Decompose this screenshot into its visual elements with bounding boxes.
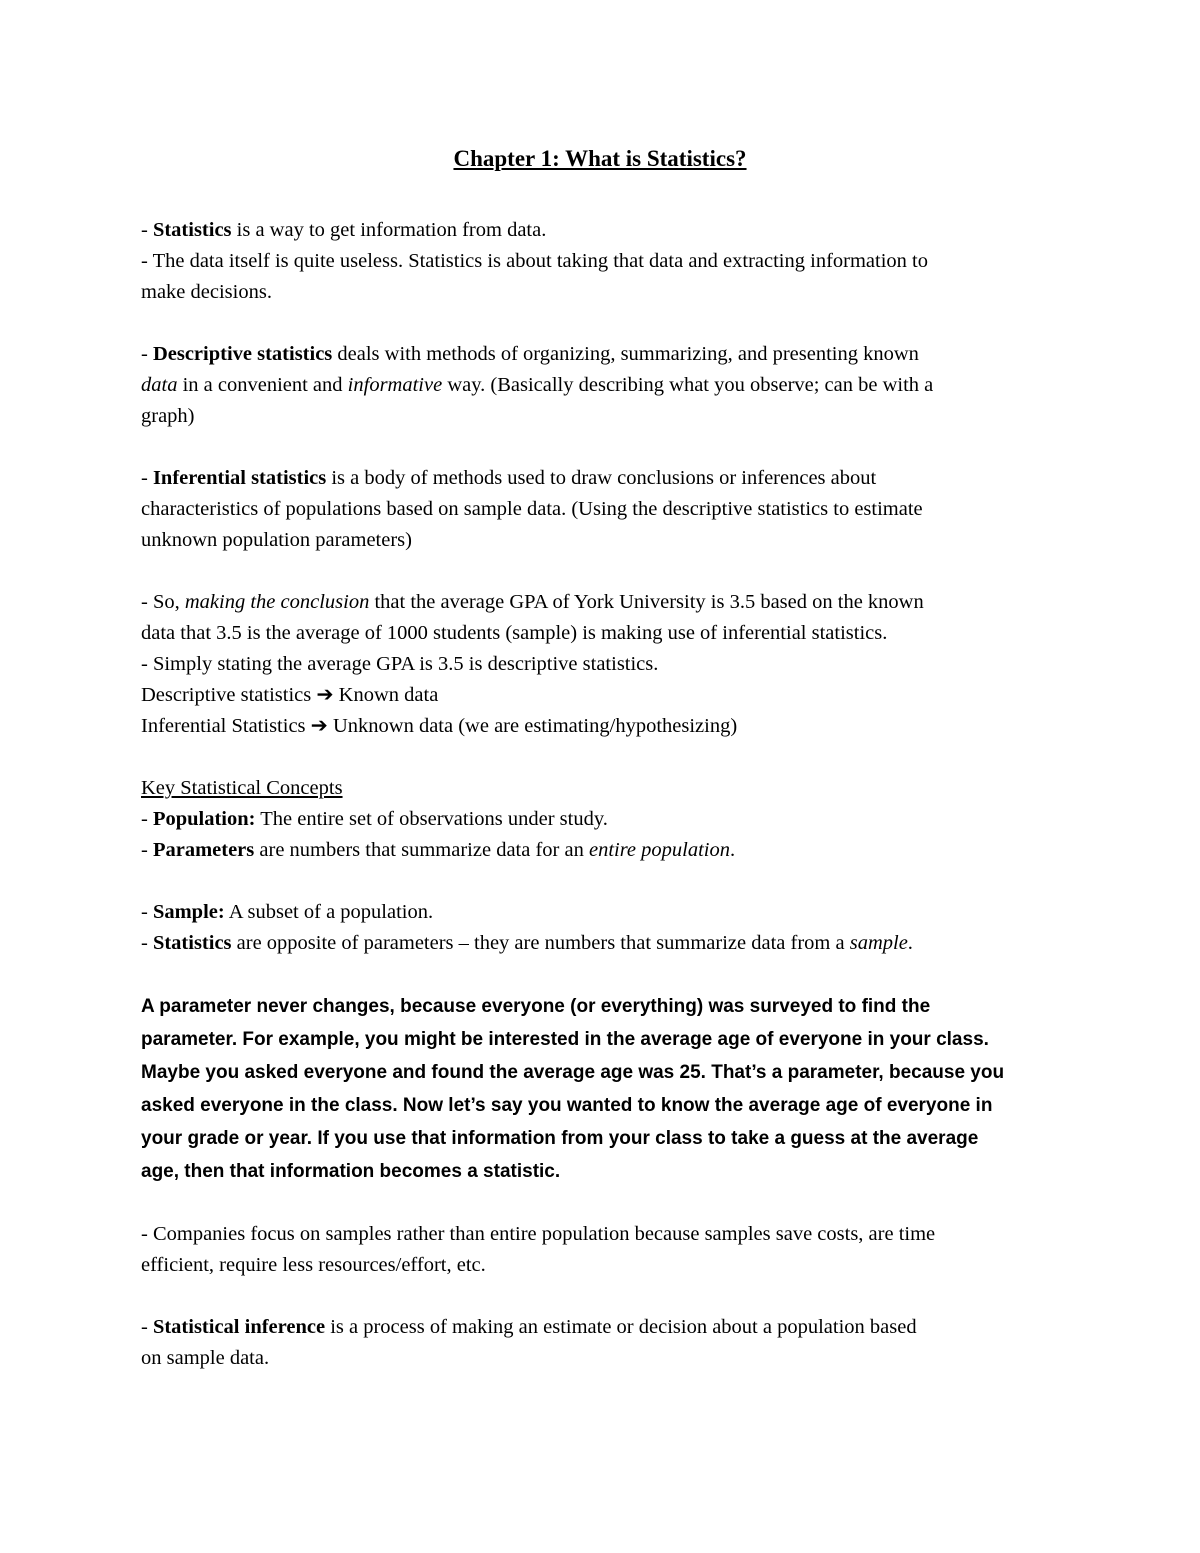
emphasis-never-changes: never changes — [256, 996, 390, 1017]
paragraph-line-5: your grade or year. If you use that information from your class to take a guess at the average — [141, 1128, 979, 1149]
definition-text: The entire set of observations under study. — [255, 808, 608, 830]
text: Unknown data (we are estimating/hypothesizing) — [327, 715, 738, 737]
right-arrow-icon: ➔ — [310, 715, 328, 737]
definition-text: A subset of a population. — [224, 901, 434, 923]
statistics-opposite-line — [141, 928, 1071, 959]
definition-text: deals with methods of organizing, summarizing, and presenting known — [332, 343, 919, 365]
term-sample: Sample: — [152, 901, 225, 923]
text: , because everyone (or everything) was surveyed to find the — [389, 996, 931, 1017]
term-statistics: Statistics — [152, 932, 232, 954]
paragraph-line-1 — [141, 990, 1071, 1023]
key-concepts-heading: Key Statistical Concepts — [141, 777, 343, 799]
descriptive-statistics-line-3: graph) — [141, 405, 195, 427]
definition-text: way. (Basically describing what you observe; can be with a — [442, 374, 934, 396]
italic-making-the-conclusion: making the conclusion — [184, 591, 370, 613]
paragraph-line-4: asked everyone in the class. Now let’s say you wanted to know the average age of everyone in — [141, 1095, 993, 1116]
dash: - — [141, 839, 153, 861]
text: - So, — [141, 591, 185, 613]
gpa-example-line-3: - Simply stating the average GPA is 3.5 is descriptive statistics. — [141, 653, 659, 675]
definition-text: is a body of methods used to draw conclusions or inferences about — [326, 467, 877, 489]
sample-line — [141, 897, 1071, 928]
spacer — [141, 959, 1071, 990]
text: A parameter — [141, 996, 257, 1017]
text: . — [730, 839, 736, 861]
italic-entire-population: entire population — [588, 839, 730, 861]
dash: - — [141, 343, 153, 365]
dash: - — [141, 467, 153, 489]
definition-text: are opposite of parameters – they are numbers that summarize data from a — [231, 932, 850, 954]
dash: - — [141, 901, 153, 923]
definition-text: in a convenient and — [177, 374, 348, 396]
paragraph-line-6: age, then that information becomes a statistic. — [141, 1161, 561, 1182]
definition-text: is a way to get information from data. — [231, 219, 547, 241]
descriptive-known-line — [141, 680, 1071, 711]
make-decisions-line: make decisions. — [141, 281, 272, 303]
paragraph-line-2: parameter. For example, you might be interested in the average age of everyone in your class. — [141, 1029, 989, 1050]
descriptive-statistics-line-1 — [141, 339, 1071, 370]
definition-text: is a process of making an estimate or decision about a population based — [325, 1316, 917, 1338]
term-statistical-inference: Statistical inference — [152, 1316, 326, 1338]
term-parameters: Parameters — [152, 839, 255, 861]
inferential-unknown-line — [141, 711, 1071, 742]
document-body — [141, 215, 1071, 1374]
companies-line-1: - Companies focus on samples rather than entire population because samples save costs, are time — [141, 1223, 936, 1245]
dash: - — [141, 1316, 153, 1338]
spacer — [141, 432, 1071, 463]
page-title: Chapter 1: What is Statistics? — [453, 146, 747, 171]
spacer — [141, 1281, 1071, 1312]
term-statistics: Statistics — [152, 219, 232, 241]
spacer — [141, 1188, 1071, 1219]
statistical-inference-line-1 — [141, 1312, 1071, 1343]
parameter-explanation-paragraph — [141, 990, 1071, 1188]
spacer — [141, 742, 1071, 773]
definition-text: are numbers that summarize data for an — [254, 839, 589, 861]
right-arrow-icon: ➔ — [316, 684, 334, 706]
parameters-line — [141, 835, 1071, 866]
descriptive-statistics-line-2 — [141, 370, 1071, 401]
italic-data: data — [141, 374, 178, 396]
inferential-statistics-line-1 — [141, 463, 1071, 494]
gpa-example-line-2: data that 3.5 is the average of 1000 students (sample) is making use of inferential statistics. — [141, 622, 888, 644]
text: that the average GPA of York University is 3.5 based on the known — [369, 591, 924, 613]
text: Descriptive statistics — [141, 684, 317, 706]
term-descriptive-statistics: Descriptive statistics — [152, 343, 333, 365]
dash: - — [141, 219, 153, 241]
gpa-example-line-1 — [141, 587, 1071, 618]
inferential-statistics-line-3: unknown population parameters) — [141, 529, 412, 551]
spacer — [141, 866, 1071, 897]
spacer — [141, 308, 1071, 339]
dash: - — [141, 808, 153, 830]
population-line — [141, 804, 1071, 835]
companies-line-2: efficient, require less resources/effort, etc. — [141, 1254, 486, 1276]
term-population: Population: — [152, 808, 256, 830]
statistics-definition-line — [141, 215, 1071, 246]
data-useless-line: - The data itself is quite useless. Statistics is about taking that data and extracting information to — [141, 250, 928, 272]
text: Known data — [333, 684, 439, 706]
inferential-statistics-line-2: characteristics of populations based on sample data. (Using the descriptive statistics to estimate — [141, 498, 923, 520]
dash: - — [141, 932, 153, 954]
statistical-inference-line-2: on sample data. — [141, 1347, 270, 1369]
italic-informative: informative — [347, 374, 443, 396]
italic-sample: sample — [849, 932, 908, 954]
spacer — [141, 556, 1071, 587]
text: Inferential Statistics — [141, 715, 311, 737]
text: . — [907, 932, 913, 954]
term-inferential-statistics: Inferential statistics — [152, 467, 327, 489]
paragraph-line-3: Maybe you asked everyone and found the average age was 25. That’s a parameter, because you — [141, 1062, 1005, 1083]
